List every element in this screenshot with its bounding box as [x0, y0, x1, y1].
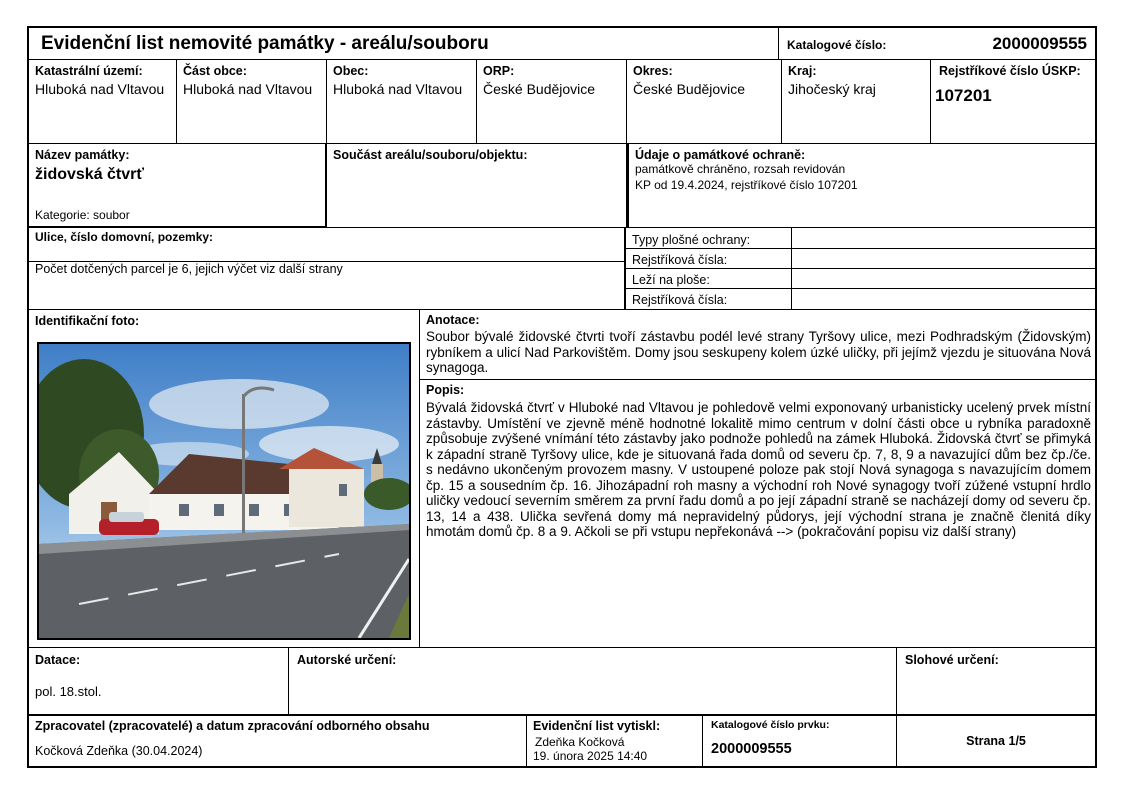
popis-label: Popis: [426, 383, 465, 397]
orp-label: ORP: [483, 64, 515, 78]
datace-value: pol. 18.stol. [35, 684, 102, 699]
protection-row-label: Leží na ploše: [632, 273, 710, 287]
table-row [626, 269, 1096, 289]
nazev-label: Název památky: [35, 148, 130, 162]
address-value: Počet dotčených parcel je 6, jejich výčet viz další strany [35, 262, 343, 276]
anotace-text: Soubor bývalé židovské čtvrti tvoří zástavbu podél levé strany Tyršovy ulice, mezi Podhradským (Židovským) rybníkem a ulicí Nad Parkovištěm. Domy jsou seskupeny kolem úzké uličky, při jejímž vjezdu je situována Nová synagoga. [426, 329, 1091, 375]
okres-label: Okres: [633, 64, 673, 78]
page-number: Strana 1/5 [966, 734, 1026, 748]
protection-row-label: Rejstříková čísla: [632, 293, 728, 307]
ochrana-label: Údaje o památkové ochraně: [635, 148, 806, 162]
zpracovatel-label: Zpracovatel (zpracovatelé) a datum zpracování odborného obsahu [35, 719, 430, 733]
identification-photo [37, 342, 411, 640]
kraj-value: Jihočeský kraj [788, 81, 876, 97]
catalog-label: Katalogové číslo: [787, 38, 887, 52]
photo-cell [29, 310, 420, 648]
soucast-label: Součást areálu/souboru/objektu: [333, 148, 528, 162]
catalog-value: 2000009555 [992, 34, 1087, 53]
protection-row-label: Rejstříková čísla: [632, 253, 728, 267]
prvek-label: Katalogové číslo prvku: [711, 719, 830, 731]
cast-obce-cell [177, 60, 327, 144]
rejstrik-value: 107201 [935, 86, 992, 105]
datace-label: Datace: [35, 653, 81, 667]
protection-table [625, 228, 1095, 310]
obec-label: Obec: [333, 64, 369, 78]
sloh-cell [897, 648, 1095, 716]
kraj-label: Kraj: [788, 64, 817, 78]
obec-value: Hluboká nad Vltavou [333, 81, 463, 97]
nazev-value: židovská čtvrť [35, 166, 145, 183]
vytiskl-label: Evidenční list vytiskl: [533, 719, 661, 733]
autor-label: Autorské určení: [297, 653, 397, 667]
cast-obce-label: Část obce: [183, 64, 247, 78]
table-row [626, 289, 1096, 309]
zpracovatel-cell [29, 716, 527, 766]
address-value-cell [29, 262, 625, 310]
nazev-cell [29, 144, 327, 228]
address-label: Ulice, číslo domovní, pozemky: [35, 230, 214, 244]
kat-uzemi-cell [29, 60, 177, 144]
datace-cell [29, 648, 289, 716]
vytiskl-cell [527, 716, 703, 766]
protection-row-label: Typy plošné ochrany: [632, 233, 751, 247]
rejstrik-cell [931, 60, 1095, 144]
photo-label: Identifikační foto: [35, 314, 140, 328]
anotace-cell [420, 310, 1095, 380]
prvek-cell [703, 716, 897, 766]
ochrana-line1: památkově chráněno, rozsah revidován [635, 162, 846, 176]
rejstrik-label: Rejstříkové číslo ÚSKP: [939, 64, 1081, 78]
ochrana-line2: KP od 19.4.2024, rejstříkové číslo 107201 [635, 178, 858, 192]
table-row [626, 228, 1096, 249]
vytiskl-name: Zdeňka Kočková [535, 735, 625, 749]
okres-cell [627, 60, 782, 144]
title-cell [29, 28, 779, 60]
autor-cell [289, 648, 897, 716]
ochrana-cell [627, 144, 1095, 228]
page-title: Evidenční list nemovité památky - areálu/souboru [41, 33, 489, 54]
kraj-cell [782, 60, 931, 144]
address-label-cell [29, 228, 625, 262]
popis-cell [420, 380, 1095, 648]
okres-value: České Budějovice [633, 81, 746, 97]
anotace-label: Anotace: [426, 313, 480, 327]
sloh-label: Slohové určení: [905, 653, 999, 667]
popis-text: Bývalá židovská čtvrť v Hluboké nad Vltavou je pohledově velmi exponovaný urbanisticky ucelený prvek místní zástavby. Umístění ve zjevně méně hodnotné lokalitě mimo centrum v dolní části obce u rybníka paradoxně způsobuje zvýšené vnímání této zástavby jako podnože pohledů na zámek Hluboká. Židovská čtvrť se přimyká k západní straně Tyršovy ulice, kde je situovaná řada domů od severu čp. 7, 8, 9 a navazující dům bez čp./če. s nedávno ukončeným provozem masny. V ustoupené poloze pak stojí Nová synagoga s navazujícím domem čp. 15 a sousedním čp. 16. Jihozápadní roh masny a východní roh Nové synagogy tvoří zúžené vstupní hrdlo uličky vedoucí severním směrem za první řadu domů a po její západní straně se nacházejí domy od severu čp. 13, 14 a 438. Ulička sevřená domy má nepravidelný půdorys, její východní strana je značně členitá díky hmotám domů čp. 8 a 9. Ačkoli se při vstupu nepřekonává --> (pokračování popisu viz další strany) [426, 400, 1091, 539]
vytiskl-date: 19. února 2025 14:40 [533, 749, 648, 763]
obec-cell [327, 60, 477, 144]
soucast-cell [327, 144, 627, 228]
catalog-cell [779, 28, 1095, 60]
record-sheet [27, 26, 1097, 768]
kat-uzemi-label: Katastrální území: [35, 64, 143, 78]
street-photo-illustration [39, 344, 409, 638]
orp-cell [477, 60, 627, 144]
prvek-value: 2000009555 [711, 741, 792, 757]
cast-obce-value: Hluboká nad Vltavou [183, 81, 313, 97]
zpracovatel-value: Kočková Zdeňka (30.04.2024) [35, 744, 203, 758]
orp-value: České Budějovice [483, 81, 596, 97]
table-row [626, 249, 1096, 269]
strana-cell [897, 716, 1095, 766]
kategorie: Kategorie: soubor [35, 208, 130, 222]
kat-uzemi-value: Hluboká nad Vltavou [35, 81, 165, 97]
